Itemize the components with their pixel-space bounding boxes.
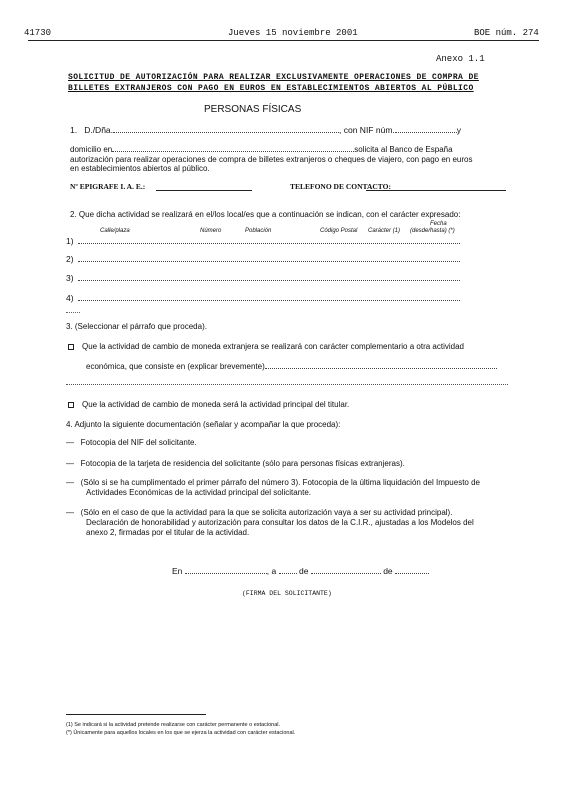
col-numero: Número <box>200 228 222 234</box>
option1-row <box>68 342 464 351</box>
page-number: 41730 <box>24 28 52 38</box>
section3-text: 3. (Seleccionar el párrafo que proceda). <box>66 322 207 331</box>
annex-label: Anexo 1.1 <box>436 54 485 64</box>
local-row: 4) <box>66 293 460 303</box>
col-desde: (desde/hasta) (*) <box>410 228 455 234</box>
doc-item-1: — Fotocopia del NIF del solicitante. <box>66 438 197 447</box>
activity-description-field-2[interactable] <box>66 384 508 385</box>
authorization-text-1: autorización para realizar operaciones de compra de billetes extranjeros o cheques de viajero, con pago en euros <box>70 155 473 164</box>
line-suffix: y <box>456 125 462 135</box>
local-field-4[interactable] <box>78 294 460 301</box>
local-row: 2) <box>66 254 460 264</box>
col-cp: Código Postal <box>320 228 358 234</box>
doc-item-3: — (Sólo si se ha cumplimentado el primer párrafo del número 3). Fotocopia de la última liquidación del Impuesto de <box>66 478 480 487</box>
local-row: 3) <box>66 273 460 283</box>
nif-label: , con NIF núm. <box>339 125 395 135</box>
footnote-rule <box>66 714 206 715</box>
local-field-1[interactable] <box>78 237 460 244</box>
footnote-2: (*) Únicamente para aquellos locales en los que se ejerza la actividad con carácter estacional. <box>66 730 296 736</box>
local-field-3[interactable] <box>78 274 460 281</box>
activity-description-field[interactable] <box>265 362 497 369</box>
doc-item-2: — Fotocopia de la tarjeta de residencia del solicitante (sólo para personas físicas extranjeras). <box>66 459 405 468</box>
dash-icon: — <box>66 459 74 468</box>
col-poblacion: Población <box>245 228 272 234</box>
col-calle: Calle/plaza <box>100 228 130 234</box>
doc-item-3-cont: Actividades Económicas de la actividad principal del solicitante. <box>86 488 312 497</box>
doc-item-4: — (Sólo en el caso de que la actividad para la que se solicita autorización vaya a ser su actividad principal). <box>66 508 453 517</box>
authorization-text-2: en establecimientos abiertos al público. <box>70 164 210 173</box>
telefono-field[interactable] <box>366 190 506 191</box>
footnote-1: (1) Se indicará si la actividad pretende realizarse con carácter permanente o estacional. <box>66 722 281 728</box>
form-title-line1: SOLICITUD DE AUTORIZACIÓN PARA REALIZAR EXCLUSIVAMENTE OPERACIONES DE COMPRA DE <box>68 73 479 82</box>
nif-field[interactable] <box>395 126 457 133</box>
col-fecha: Fecha <box>430 221 447 227</box>
applicant-line <box>70 125 461 135</box>
header-rule <box>28 40 539 41</box>
publication-date: Jueves 15 noviembre 2001 <box>228 28 358 38</box>
item-number: 1. <box>70 125 78 135</box>
year-field[interactable] <box>395 567 429 574</box>
epigrafe-label: Nº EPIGRAFE I. A. E.: <box>70 182 146 191</box>
place-field[interactable] <box>185 567 267 574</box>
dash-icon: — <box>66 478 74 487</box>
solicita-text: solicita al Banco de España <box>354 145 453 154</box>
form-title-line2: BILLETES EXTRANJEROS CON PAGO EN EUROS EN ESTABLECIMIENTOS ABIERTOS AL PÚBLICO <box>68 84 474 93</box>
option1-text: Que la actividad de cambio de moneda extranjera se realizará con carácter complementario a otra actividad <box>82 342 464 351</box>
option2-row <box>68 400 349 409</box>
option1-checkbox[interactable] <box>68 344 74 350</box>
name-field[interactable] <box>113 126 339 133</box>
option1-cont <box>86 362 497 371</box>
address-field[interactable] <box>112 145 354 152</box>
day-field[interactable] <box>279 567 297 574</box>
signature-label: (FIRMA DEL SOLICITANTE) <box>242 590 332 597</box>
signature-place-date: En , a de de <box>172 566 429 576</box>
option1-text-b: económica, que consiste en (explicar brevemente) <box>86 362 265 371</box>
month-field[interactable] <box>311 567 381 574</box>
doc-item-4-cont1: Declaración de honorabilidad y autorización para consultar los datos de la C.I.R., ajustadas a los Modelos del <box>86 518 474 527</box>
section2-text: 2. Que dicha actividad se realizará en el/los local/es que a continuación se indican, con el carácter expresado: <box>70 210 461 219</box>
row-separator <box>66 312 80 313</box>
epigrafe-field[interactable] <box>156 190 252 191</box>
telefono-label: TELEFONO DE CONTACTO: <box>290 182 391 191</box>
doc-item-4-cont2: anexo 2, firmadas por el titular de la actividad. <box>86 528 250 537</box>
dash-icon: — <box>66 508 74 517</box>
local-row: 1) <box>66 236 460 246</box>
address-line <box>70 145 453 154</box>
dash-icon: — <box>66 438 74 447</box>
col-caracter: Carácter (1) <box>368 228 401 234</box>
name-label: D./Dña. <box>84 125 114 135</box>
option2-text: Que la actividad de cambio de moneda será la actividad principal del titular. <box>82 400 350 409</box>
section4-text: 4. Adjunto la siguiente documentación (señalar y acompañar la que proceda): <box>66 420 341 429</box>
address-label: domicilio en <box>70 145 113 154</box>
section-title: PERSONAS FÍSICAS <box>204 104 302 115</box>
local-field-2[interactable] <box>78 255 460 262</box>
bulletin-number: BOE núm. 274 <box>474 28 539 38</box>
option2-checkbox[interactable] <box>68 402 74 408</box>
